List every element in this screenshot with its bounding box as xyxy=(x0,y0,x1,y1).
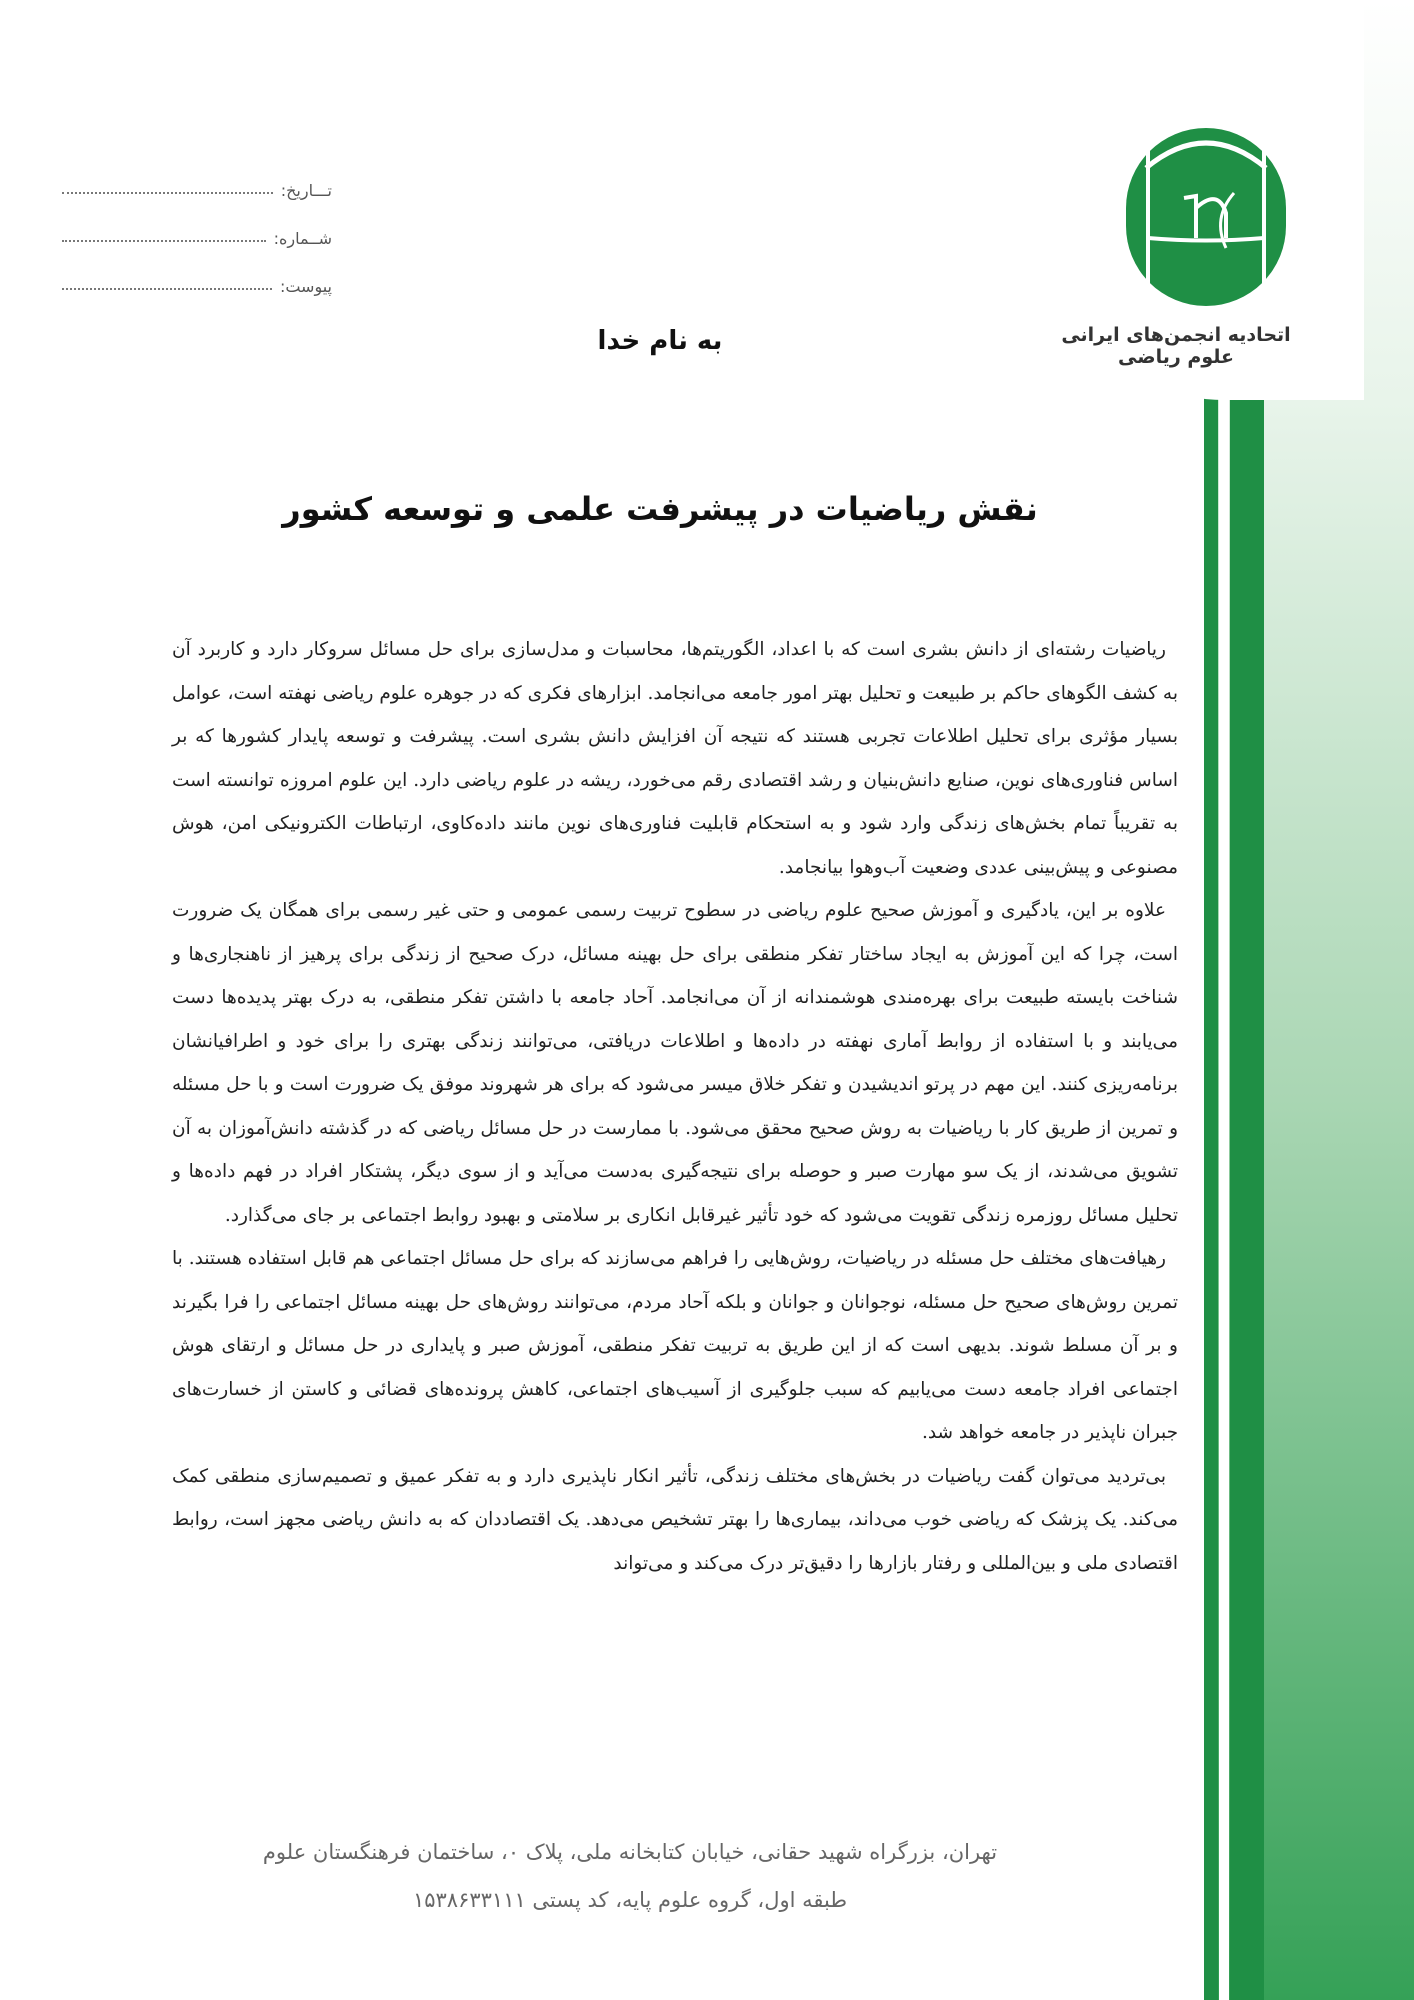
paragraph: رهیافت‌های مختلف حل مسئله در ریاضیات، روش‌هایی را فراهم می‌سازند که برای حل مسائل اجتماعی هم قابل استفاده هستند. با تمرین روش‌های صحیح حل مسئله، نوجوانان و جوانان و بلکه آحاد مردم، می‌توانند روش‌های حل بهینه مسائل اجتماعی را فرا بگیرند و بر آن مسلط شوند. بدیهی است که از این طریق به تربیت تفکر منطقی، آموزش صبر و پایداری در حل مسائل و ارتقای هوش اجتماعی افراد جامعه دست می‌یابیم که سبب جلوگیری از آسیب‌های اجتماعی، کاهش پرونده‌های قضائی و کاستن از خسارت‌های جبران ناپذیر در جامعه خواهد شد. xyxy=(172,1248,1178,1443)
footer-address xyxy=(180,1828,1080,1924)
logo-icon xyxy=(1126,128,1286,306)
bismillah-heading: به نام خدا xyxy=(597,326,723,356)
document-body xyxy=(172,628,1178,1585)
paragraph: علاوه بر این، یادگیری و آموزش صحیح علوم ریاضی در سطوح تربیت رسمی عمومی و حتی غیر رسمی برای همگان یک ضرورت است، چرا که این آموزش به ایجاد ساختار تفکر منطقی برای حل بهینه مسائل، درک صحیح از زندگی برای پرهیز از ناهنجاری‌ها و شناخت بایسته طبیعت برای بهره‌مندی هوشمندانه از آن می‌انجامد. آحاد جامعه با داشتن تفکر منطقی، به درک بهتر پدیده‌ها دست می‌یابند و با استفاده از روابط آماری نهفته در داده‌ها و اطلاعات دریافتی، می‌توانند زندگی بهتری را برای خود و اطرافیانشان برنامه‌ریزی کنند. این مهم در پرتو اندیشیدن و تفکر خلاق میسر می‌شود که برای هر شهروند موفق یک ضرورت است و با حل مسئله و تمرین از طریق کار با ریاضیات به روش صحیح محقق می‌شود. با ممارست در حل مسائل ریاضی که در گذشته دانش‌آموزان به آن تشویق می‌شدند، از یک سو مهارت صبر و حوصله برای نتیجه‌گیری به‌دست می‌آید و از سوی دیگر، پشتکار افراد در فهم داده‌ها و تحلیل مسائل روزمره زندگی تقویت می‌شود که خود تأثیر غیرقابل انکاری بر سلامتی و بهبود روابط اجتماعی بر جای می‌گذارد. xyxy=(172,900,1178,1226)
header-fields xyxy=(62,152,332,296)
attachment-dotted-line xyxy=(62,274,272,290)
paragraph: ریاضیات رشته‌ای از دانش بشری است که با اعداد، الگوریتم‌ها، محاسبات و مدل‌سازی برای حل مسائل سروکار دارد و کاربرد آن به کشف الگوهای حاکم بر طبیعت و تحلیل بهتر امور جامعه می‌انجامد. ابزارهای فکری که در جوهره علوم ریاضی نهفته است، عوامل بسیار مؤثری برای تحلیل اطلاعات تجربی هستند که نتیجه آن افزایش دانش بشری است. پیشرفت و توسعه پایدار کشورها که بر اساس فناوری‌های نوین، صنایع دانش‌بنیان و رشد اقتصادی رقم می‌خورد، ریشه در علوم ریاضی دارد. این علوم امروزه توانسته است به تقریباً تمام بخش‌های زندگی وارد شود و به استحکام قابلیت فناوری‌های نوین مانند داده‌کاوی، ارتباطات الکترونیکی امن، هوش مصنوعی و پیش‌بینی عددی وضعیت آب‌وهوا بیانجامد. xyxy=(172,639,1178,878)
document-title: نقش ریاضیات در پیشرفت علمی و توسعه کشور xyxy=(282,490,1038,528)
attachment-label: پیوست: xyxy=(279,277,332,296)
date-field xyxy=(62,152,332,200)
date-dotted-line xyxy=(62,178,273,194)
organization-name: اتحادیه انجمن‌های ایرانی علوم ریاضی xyxy=(1061,324,1291,368)
number-field xyxy=(62,200,332,248)
footer-line-2: طبقه اول، گروه علوم پایه، کد پستی ۱۵۳۸۶۳۳۱۱۱ xyxy=(412,1888,848,1912)
date-label: تـــاریخ: xyxy=(280,181,332,200)
number-label: شــماره: xyxy=(273,229,332,248)
paragraph: بی‌تردید می‌توان گفت ریاضیات در بخش‌های مختلف زندگی، تأثیر انکار ناپذیری دارد و به تفکر عمیق و تصمیم‌سازی منطقی کمک می‌کند. یک پزشک که ریاضی خوب می‌داند، بیماری‌ها را بهتر تشخیص می‌دهد. یک اقتصاددان که به دانش ریاضی مجهز است، روابط اقتصادی ملی و بین‌المللی و رفتار بازارها را دقیق‌تر درک می‌کند و می‌تواند xyxy=(172,1465,1178,1574)
number-dotted-line xyxy=(62,226,266,242)
attachment-field xyxy=(62,248,332,296)
footer-line-1: تهران، بزرگراه شهید حقانی، خیابان کتابخانه ملی، پلاک ۰، ساختمان فرهنگستان علوم xyxy=(262,1840,998,1864)
